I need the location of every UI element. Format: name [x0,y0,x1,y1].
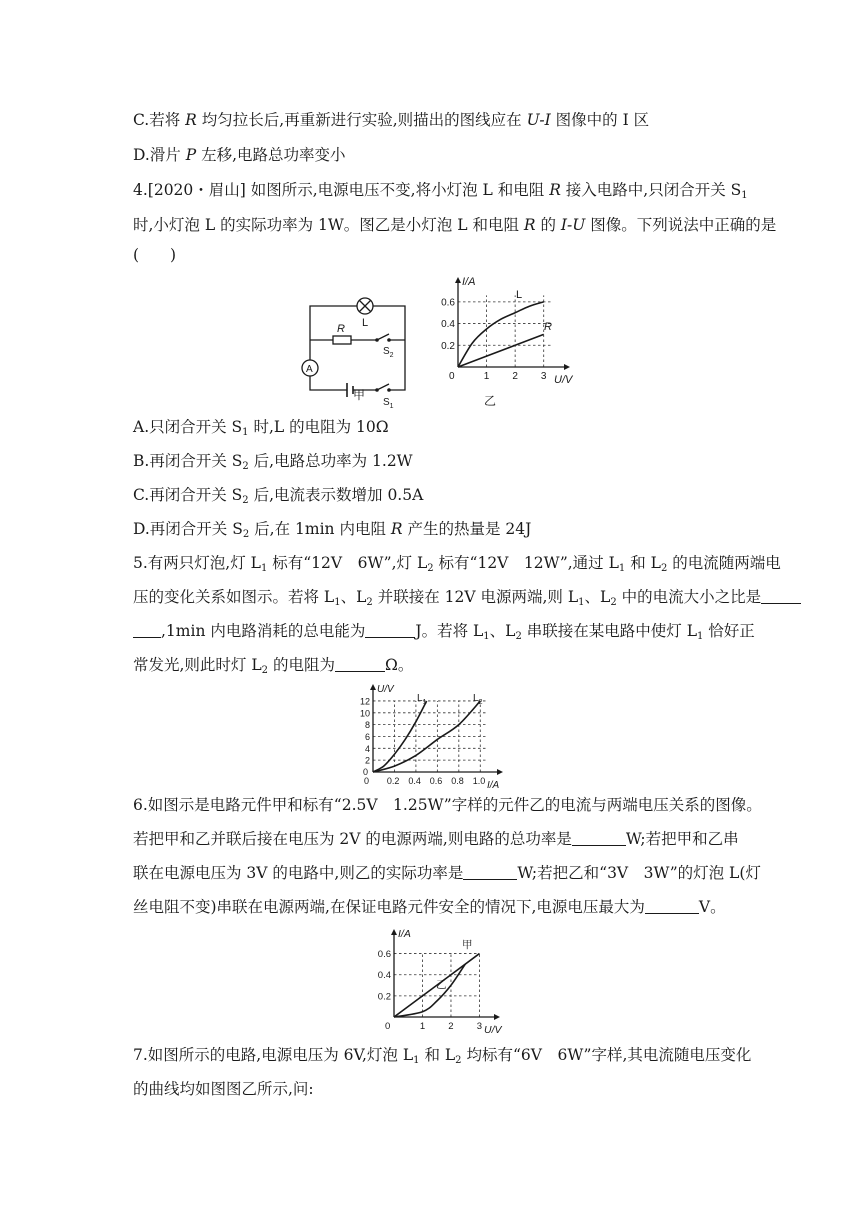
resistor-symbol [333,336,351,344]
q7-stem-line1: 7.如图所示的电路,电源电压为 6V,灯泡 $L_1$ 和 $L_2$ 均标有“6V 6W”字样,其电流随电压变化 [133,1046,752,1066]
y-axis-label: I/A [398,928,411,940]
q4-option-d: D.再闭合开关 $S_2$ 后,在 1min 内电阻 R 产生的热量是 24J [133,520,532,540]
x-tick-label: 3 [540,371,547,382]
q3-option-c: C.若将 R 均匀拉长后,再重新进行实验,则描出的图线应在 U-I 图像中的 Ⅰ 区 [133,111,650,129]
q5-blank-1a[interactable] [761,589,801,604]
series-label-2: 乙 [436,979,447,991]
y-tick-label: 0 [363,767,369,777]
q4-option-b: B.再闭合开关 $S_2$ 后,电路总功率为 1.2W [133,452,413,472]
y-tick-label: 0.4 [441,319,455,331]
q6-stem-line3: 联在电源电压为 3V 的电路中,则乙的实际功率是 W;若把乙和“3V 3W”的灯泡 L(灯 [133,864,761,882]
x-axis-arrow-icon [497,769,503,775]
y-tick-label: 8 [364,720,370,731]
x-axis-label: U/V [554,374,573,386]
switch-s2-label: $S_2$ [383,346,394,359]
q4-chart-caption: 乙 [484,394,497,408]
y-tick-label: 2 [364,755,370,766]
y-tick-label: 0.6 [441,297,455,309]
q4-iu-chart [428,276,573,392]
q6-iu-chart [366,928,502,1036]
series-line-2 [458,334,544,367]
x-tick-label: 3 [476,1021,483,1032]
x-tick-label: 2 [512,371,518,382]
q4-circuit-caption: 甲 [353,388,366,402]
q6-blank-1[interactable] [572,831,626,846]
q5-blank-3[interactable] [335,657,385,672]
y-axis-arrow-icon [370,684,376,690]
resistor-label: R [337,323,345,335]
y-tick-label: 6 [364,731,370,742]
x-tick-label: 0.6 [429,776,443,786]
series-label-2: R [544,321,552,333]
q6-blank-3[interactable] [645,899,699,914]
q7-stem-line2: 的曲线均如图图乙所示,问: [133,1080,314,1098]
q5-stem-line2: 压的变化关系如图示。若将 $L_1$、$L_2$ 并联接在 12V 电源两端,则 $L_1$、$L_2$ 中的电流大小之比是 [133,587,801,607]
y-tick-label: 0.4 [377,970,391,982]
q5-stem-line3: ,1min 内电路消耗的总电能为 J。若将 $L_1$、$L_2$ 串联接在某电路中使灯 $L_1$ 恰好正 [133,621,755,641]
y-tick-label: 4 [364,743,370,754]
y-tick-label: 12 [359,696,370,707]
series-label-2: $L_2$ [473,693,483,706]
x-tick-label: 0 [385,1021,391,1032]
q5-blank-1b[interactable] [133,623,161,638]
q6-stem-line1: 6.如图示是电路元件甲和标有“2.5V 1.25W”字样的元件乙的电流与两端电压关系的图像。 [133,796,762,814]
series-line-1 [458,302,544,367]
y-tick-label: 0.2 [441,340,455,352]
q4-option-c: C.再闭合开关 $S_2$ 后,电流表示数增加 0.5A [133,486,424,506]
q5-stem-line1: 5.有两只灯泡,灯 $L_1$ 标有“12V 6W”,灯 $L_2$ 标有“12V 12W”,通过 $L_1$ 和 $L_2$ 的电流随两端电 [133,554,781,574]
y-axis-arrow-icon [391,929,397,935]
x-tick-label: 0.8 [451,776,464,786]
x-axis-arrow-icon [564,364,570,370]
q4-answer-bracket: ( ) [133,246,177,264]
series-label-1: L [516,289,523,301]
q5-blank-2[interactable] [365,623,415,638]
switch-s1-label: $S_1$ [383,397,394,410]
lamp-label: L [362,317,369,329]
y-tick-label: 0.6 [377,949,391,961]
q5-stem-line4: 常发光,则此时灯 $L_2$ 的电阻为 Ω。 [133,656,414,676]
x-tick-label: 2 [448,1021,454,1032]
x-tick-label: 1.0 [472,776,486,786]
q4-stem-line2: 时,小灯泡 L 的实际功率为 1W。图乙是小灯泡 L 和电阻 R 的 I-U 图像。下列说法中正确的是 [133,216,777,234]
q6-stem-line4: 丝电阻不变)串联在电源两端,在保证电路元件安全的情况下,电源电压最大为 V。 [133,898,726,916]
x-tick-label: 0 [449,371,455,382]
y-axis-arrow-icon [455,277,461,283]
x-tick-label: 0 [364,776,370,786]
q6-blank-2[interactable] [463,865,517,880]
x-tick-label: 1 [483,371,490,382]
y-axis-label: U/V [377,684,394,695]
y-tick-label: 10 [359,708,370,719]
y-axis-label: I/A [462,276,476,288]
x-tick-label: 1 [419,1021,426,1032]
x-axis-arrow-icon [494,1014,500,1020]
series-label-1: $L_1$ [417,693,427,706]
q4-stem-line1: 4.[2020・眉山] 如图所示,电源电压不变,将小灯泡 L 和电阻 R 接入电路中,只闭合开关 $S_1$ [133,181,748,201]
series-label-1: 甲 [462,939,473,951]
x-tick-label: 0.4 [408,776,421,786]
q6-stem-line2: 若把甲和乙并联后接在电压为 2V 的电源两端,则电路的总功率是 W;若把甲和乙串 [133,830,739,848]
q4-option-a: A.只闭合开关 $S_1$ 时,L 的电阻为 10Ω [133,418,389,438]
ammeter-label: A [306,364,313,375]
x-axis-label: I/A [487,780,500,791]
x-axis-label: U/V [484,1024,502,1036]
q3-option-d: D.滑片 P 左移,电路总功率变小 [133,146,346,164]
q5-ui-chart [345,684,510,791]
y-tick-label: 0.2 [377,991,391,1003]
x-tick-label: 0.2 [386,776,400,786]
